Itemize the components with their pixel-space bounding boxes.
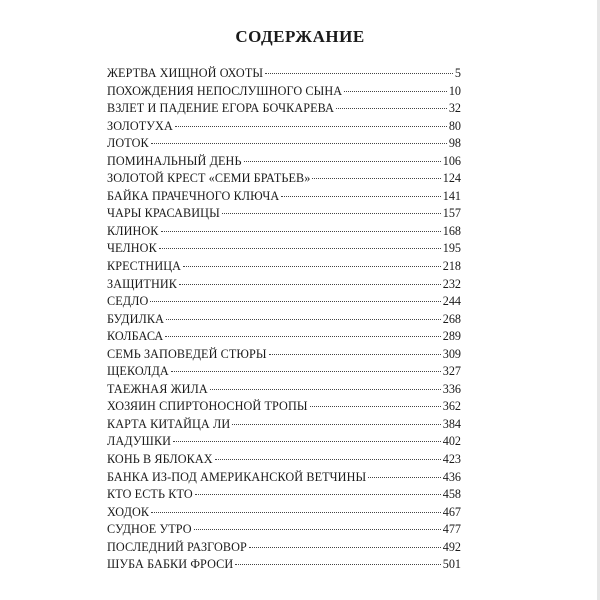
toc-entry (107, 469, 461, 487)
toc-entry (107, 205, 461, 223)
toc-entry-title: СЕДЛО (107, 294, 149, 309)
dot-leader (166, 319, 441, 320)
toc-entry-title: ХОЗЯИН СПИРТОНОСНОЙ ТРОПЫ (107, 399, 308, 414)
toc-entry-page-number: 168 (442, 223, 461, 238)
toc-entry-title: ЗОЛОТОЙ КРЕСТ «СЕМИ БРАТЬЕВ» (107, 171, 311, 186)
toc-entry-title: ЗОЛОТУХА (107, 118, 173, 133)
toc-entry (107, 100, 461, 118)
toc-entry-page-number: 362 (442, 399, 461, 414)
toc-entry-page-number: 289 (442, 329, 461, 344)
toc-entry (107, 328, 461, 346)
toc-entry (107, 398, 461, 416)
dot-leader (210, 389, 441, 390)
toc-entry-title: КАРТА КИТАЙЦА ЛИ (107, 416, 231, 431)
table-of-contents (107, 65, 461, 574)
toc-entry-title: СЕМЬ ЗАПОВЕДЕЙ СТЮРЫ (107, 346, 267, 361)
toc-entry-title: ЛОТОК (107, 136, 149, 151)
toc-entry (107, 556, 461, 574)
toc-entry-title: СУДНОЕ УТРО (107, 522, 192, 537)
toc-entry-page-number: 141 (442, 188, 461, 203)
toc-entry (107, 416, 461, 434)
toc-entry-page-number: 501 (442, 557, 461, 572)
toc-entry (107, 486, 461, 504)
page-title: СОДЕРЖАНИЕ (235, 27, 365, 47)
toc-entry-title: КРЕСТНИЦА (107, 259, 182, 274)
dot-leader (161, 231, 441, 232)
dot-leader (235, 564, 440, 565)
toc-entry-title: БУДИЛКА (107, 311, 164, 326)
toc-entry-page-number: 458 (442, 487, 461, 502)
toc-entry-page-number: 384 (442, 416, 461, 431)
dot-leader (215, 459, 441, 460)
toc-entry-page-number: 336 (442, 381, 461, 396)
toc-entry (107, 170, 461, 188)
toc-entry-title: ТАЕЖНАЯ ЖИЛА (107, 381, 208, 396)
toc-entry-page-number: 423 (442, 452, 461, 467)
toc-entry-page-number: 477 (442, 522, 461, 537)
toc-entry (107, 504, 461, 522)
dot-leader (183, 266, 441, 267)
dot-leader (222, 213, 441, 214)
toc-entry (107, 223, 461, 241)
toc-entry-page-number: 327 (442, 364, 461, 379)
dot-leader (151, 512, 441, 513)
toc-entry-page-number: 98 (448, 136, 461, 151)
toc-entry-title: ВЗЛЕТ И ПАДЕНИЕ ЕГОРА БОЧКАРЕВА (107, 101, 335, 116)
toc-entry (107, 135, 461, 153)
toc-entry (107, 539, 461, 557)
toc-entry-page-number: 309 (442, 346, 461, 361)
toc-entry-page-number: 10 (448, 83, 461, 98)
toc-entry-title: ШУБА БАБКИ ФРОСИ (107, 557, 234, 572)
toc-entry-page-number: 218 (442, 259, 461, 274)
toc-entry-page-number: 402 (442, 434, 461, 449)
toc-entry (107, 65, 461, 83)
dot-leader (232, 424, 440, 425)
toc-entry-title: ХОДОК (107, 504, 150, 519)
dot-leader (151, 143, 447, 144)
toc-entry-page-number: 195 (442, 241, 461, 256)
dot-leader (179, 284, 441, 285)
toc-entry (107, 293, 461, 311)
toc-entry-title: КОЛБАСА (107, 329, 164, 344)
toc-entry-page-number: 80 (448, 118, 461, 133)
toc-entry-title: КОНЬ В ЯБЛОКАХ (107, 452, 213, 467)
toc-entry-title: ЖЕРТВА ХИЩНОЙ ОХОТЫ (107, 66, 264, 80)
toc-entry-page-number: 32 (448, 101, 461, 116)
dot-leader (173, 441, 441, 442)
toc-entry (107, 188, 461, 206)
dot-leader (269, 354, 441, 355)
toc-entry-title: КТО ЕСТЬ КТО (107, 487, 193, 502)
dot-leader (310, 406, 441, 407)
toc-entry-title: БАЙКА ПРАЧЕЧНОГО КЛЮЧА (107, 188, 280, 203)
toc-entry-title: БАНКА ИЗ-ПОД АМЕРИКАНСКОЙ ВЕТЧИНЫ (107, 469, 367, 484)
toc-entry (107, 433, 461, 451)
dot-leader (150, 301, 440, 302)
toc-entry (107, 240, 461, 258)
toc-entry-page-number: 5 (454, 66, 461, 80)
dot-leader (368, 477, 441, 478)
dot-leader (194, 529, 441, 530)
toc-entry (107, 451, 461, 469)
toc-entry-title: ПОХОЖДЕНИЯ НЕПОСЛУШНОГО СЫНА (107, 83, 343, 98)
dot-leader (171, 371, 441, 372)
toc-entry (107, 363, 461, 381)
toc-entry (107, 83, 461, 101)
toc-entry-page-number: 232 (442, 276, 461, 291)
toc-entry-title: ПОМИНАЛЬНЫЙ ДЕНЬ (107, 153, 242, 168)
toc-entry-page-number: 436 (442, 469, 461, 484)
dot-leader (344, 91, 447, 92)
toc-entry (107, 258, 461, 276)
toc-entry (107, 381, 461, 399)
toc-entry-title: ЛАДУШКИ (107, 434, 172, 449)
toc-entry-page-number: 244 (442, 294, 461, 309)
dot-leader (195, 494, 441, 495)
toc-entry-title: ЩЕКОЛДА (107, 364, 169, 379)
dot-leader (165, 336, 440, 337)
toc-entry-title: ЗАЩИТНИК (107, 276, 177, 291)
toc-entry-page-number: 124 (442, 171, 461, 186)
toc-entry-title: ЧАРЫ КРАСАВИЦЫ (107, 206, 220, 221)
dot-leader (281, 196, 440, 197)
toc-entry (107, 118, 461, 136)
dot-leader (336, 108, 447, 109)
toc-entry-title: ЧЕЛНОК (107, 241, 157, 256)
dot-leader (265, 73, 453, 74)
toc-entry-title: КЛИНОК (107, 223, 159, 238)
toc-entry-page-number: 268 (442, 311, 461, 326)
dot-leader (312, 178, 440, 179)
dot-leader (249, 547, 441, 548)
toc-entry-page-number: 157 (442, 206, 461, 221)
toc-entry (107, 276, 461, 294)
dot-leader (159, 248, 441, 249)
toc-entry (107, 311, 461, 329)
toc-entry (107, 346, 461, 364)
toc-entry (107, 521, 461, 539)
toc-entry-page-number: 492 (442, 539, 461, 554)
dot-leader (175, 126, 447, 127)
toc-entry-title: ПОСЛЕДНИЙ РАЗГОВОР (107, 539, 247, 554)
dot-leader (244, 161, 441, 162)
toc-entry-page-number: 467 (442, 504, 461, 519)
toc-entry (107, 153, 461, 171)
toc-entry-page-number: 106 (442, 153, 461, 168)
